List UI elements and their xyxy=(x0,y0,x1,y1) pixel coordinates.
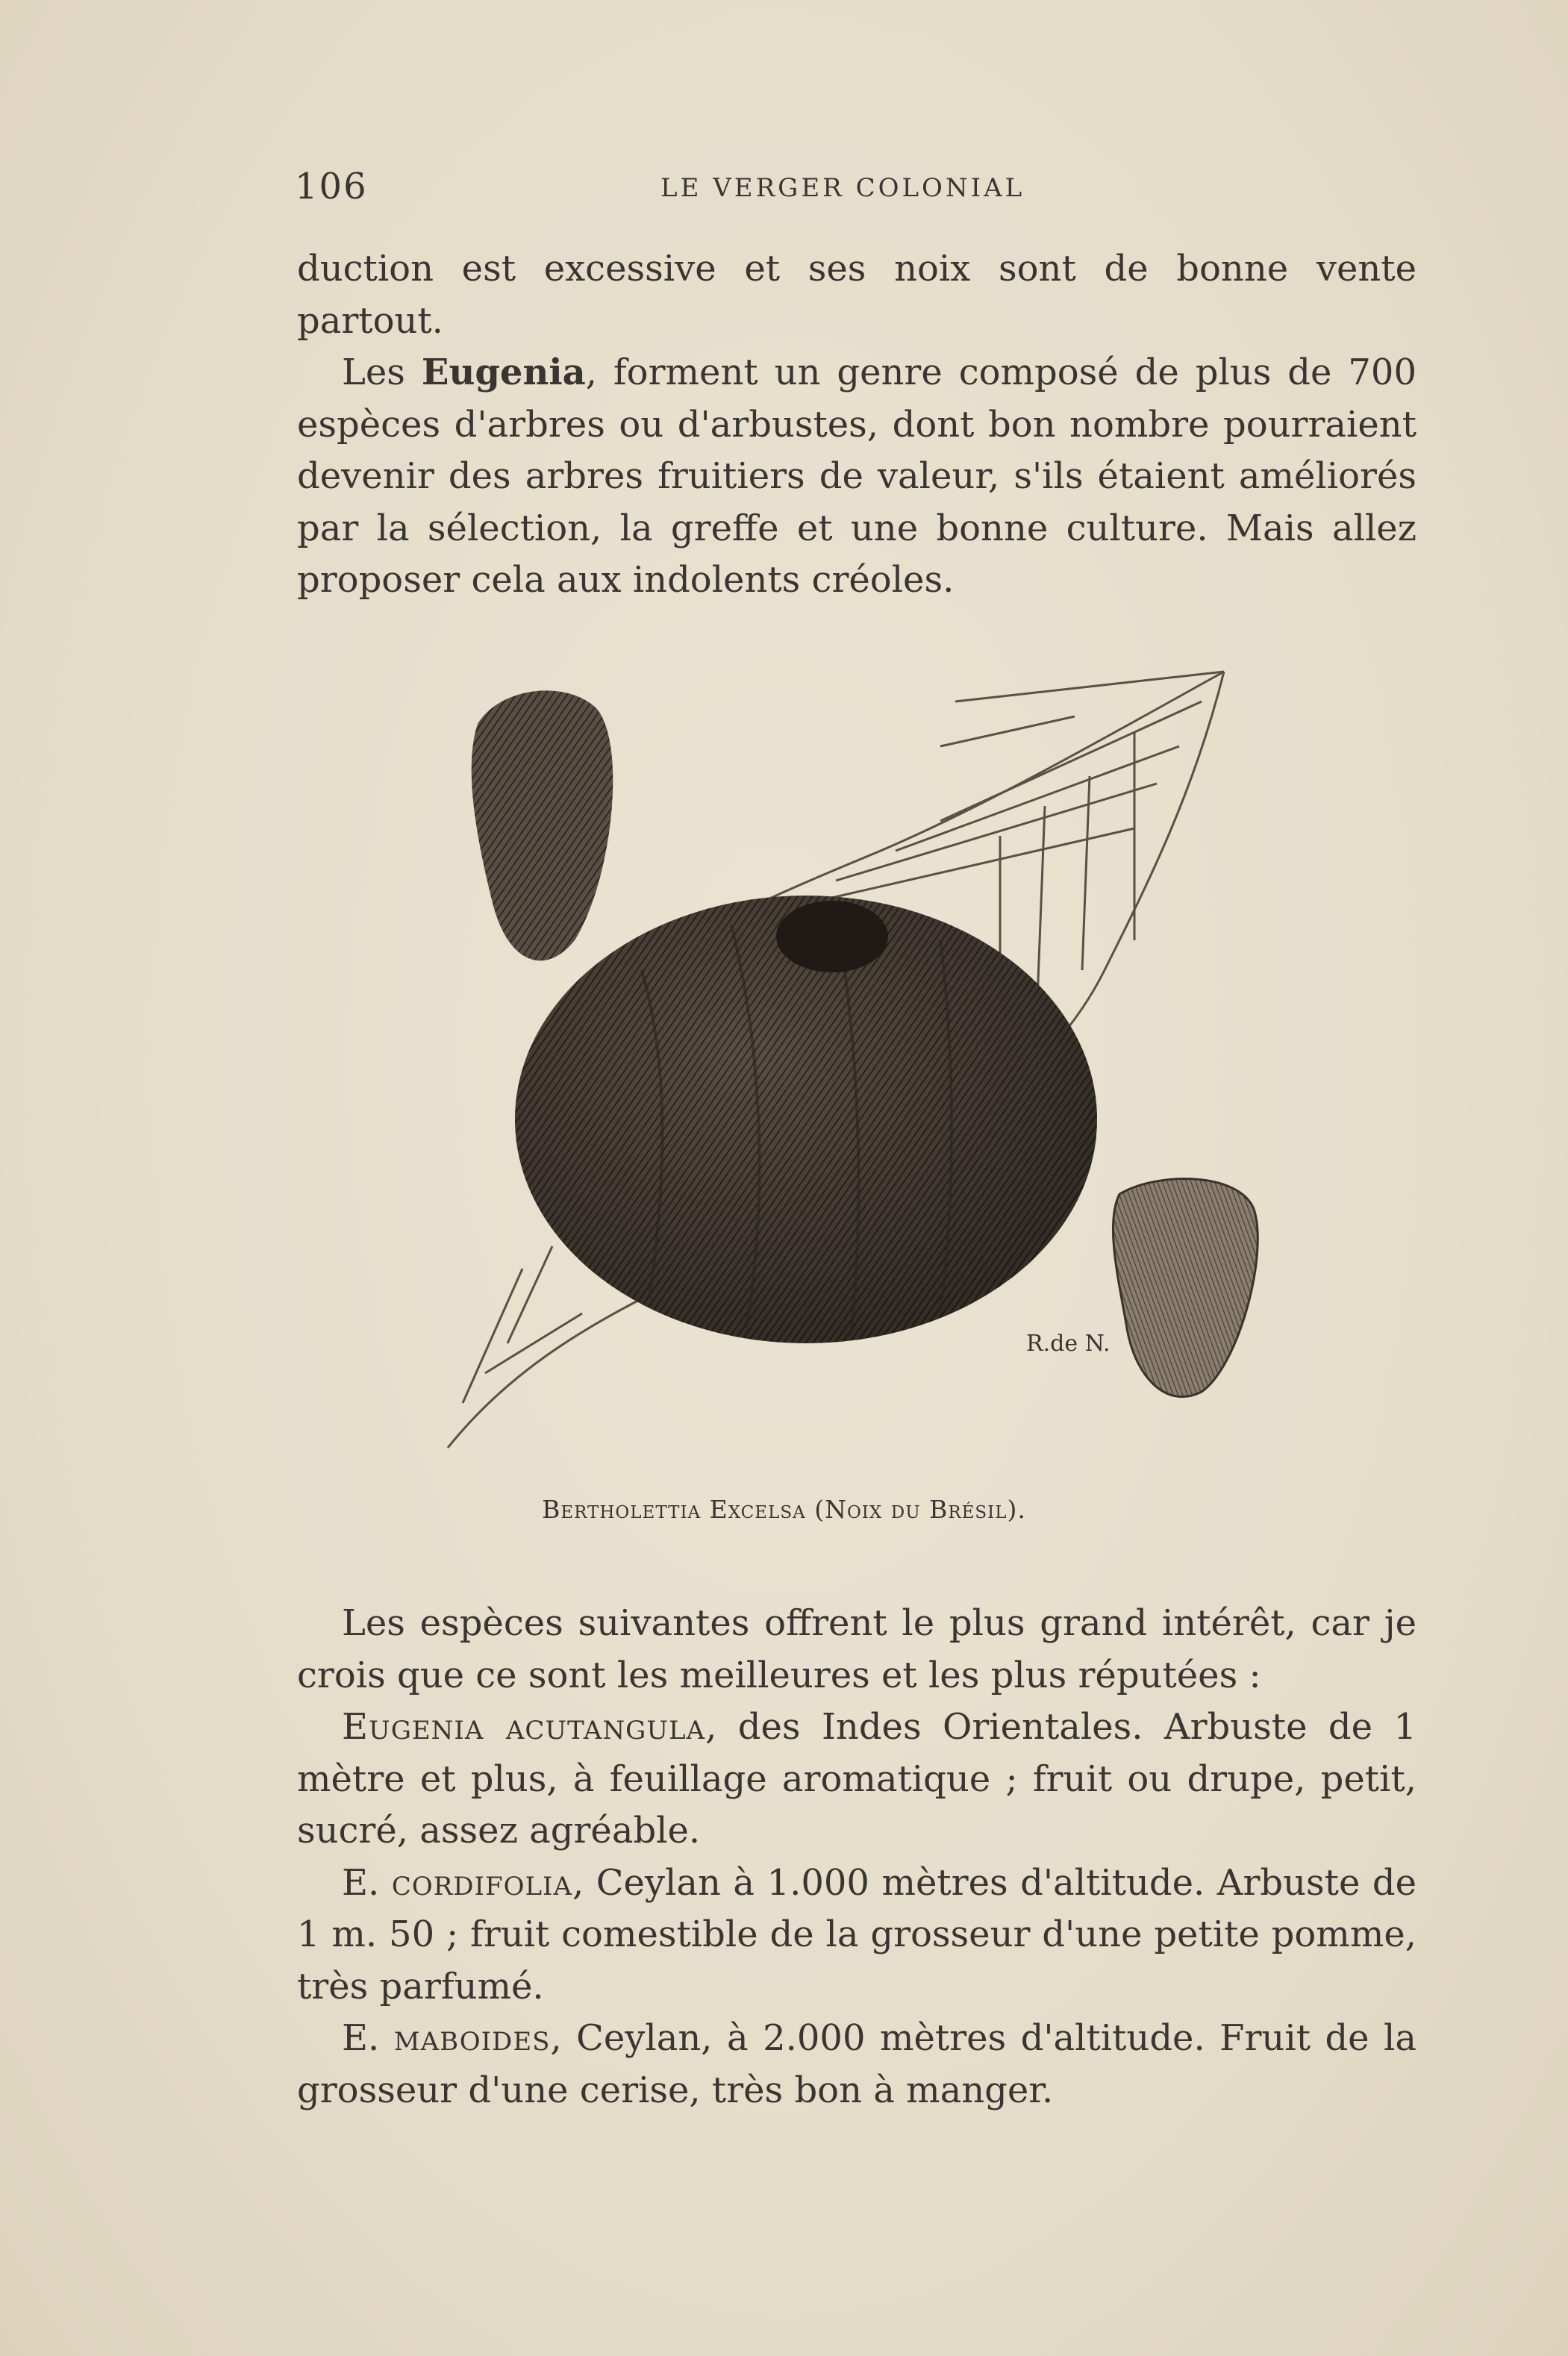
seed-top-left xyxy=(472,690,613,960)
paragraph-rest: , forment un genre composé de plus de 700 espèces d'arbres ou d'arbustes, dont bon nombre pourraient devenir des arbres fruitiers de valeur, s'ils étaient améliorés par la sélection, la greffe et une bonne culture. Mais allez proposer cela aux indolents créoles. xyxy=(297,351,1417,601)
species-description: , Ceylan, à 2.000 mètres d'altitude. Fruit de la grosseur d'une cerise, très bon à manger. xyxy=(297,2017,1417,2111)
species-prefix: E. xyxy=(342,2017,394,2059)
running-head xyxy=(295,166,1414,210)
artist-signature: R.de N. xyxy=(1026,1331,1111,1357)
paragraph-eugenia-acutangula xyxy=(297,1702,1416,1857)
species-description: , Ceylan à 1.000 mètres d'altitude. Arbuste de 1 m. 50 ; fruit comestible de la grosseur d'une petite pomme, très parfumé. xyxy=(297,1861,1416,2007)
running-title: LE VERGER COLONIAL xyxy=(660,173,1025,203)
paragraph-species-intro: Les espèces suivantes offrent le plus grand intérêt, car je crois que ce sont les meilleures et les plus réputées : xyxy=(297,1602,1416,1696)
species-name: maboides xyxy=(393,2017,551,2059)
genus-name: Eugenia xyxy=(421,351,586,393)
seed-right xyxy=(1113,1179,1258,1397)
paragraph-continuation: duction est excessive et ses noix sont de bonne vente partout. xyxy=(297,248,1416,342)
paragraph-eugenia-cordifolia xyxy=(297,1857,1416,2013)
species-prefix: E. xyxy=(342,1861,392,1904)
paragraph-lead: Les xyxy=(342,351,422,393)
species-description: , des Indes Orientales. Arbuste de 1 mètre et plus, à feuillage aromatique ; fruit ou drupe, petit, sucré, assez agréable. xyxy=(297,1706,1416,1852)
species-name: Eugenia acutangula xyxy=(342,1706,706,1748)
top-text-block xyxy=(297,243,1416,607)
species-name: cordifolia xyxy=(391,1861,573,1904)
bottom-text-block xyxy=(297,1598,1416,2116)
paragraph-eugenia-maboides xyxy=(297,2013,1416,2116)
brazil-nut-illustration xyxy=(418,657,1284,1478)
figure-caption: Bertholettia Excelsa (Noix du Brésil). xyxy=(542,1495,1026,1524)
nut-pod xyxy=(515,896,1097,1343)
page-number: 106 xyxy=(295,166,368,207)
paragraph-eugenia xyxy=(297,347,1416,607)
